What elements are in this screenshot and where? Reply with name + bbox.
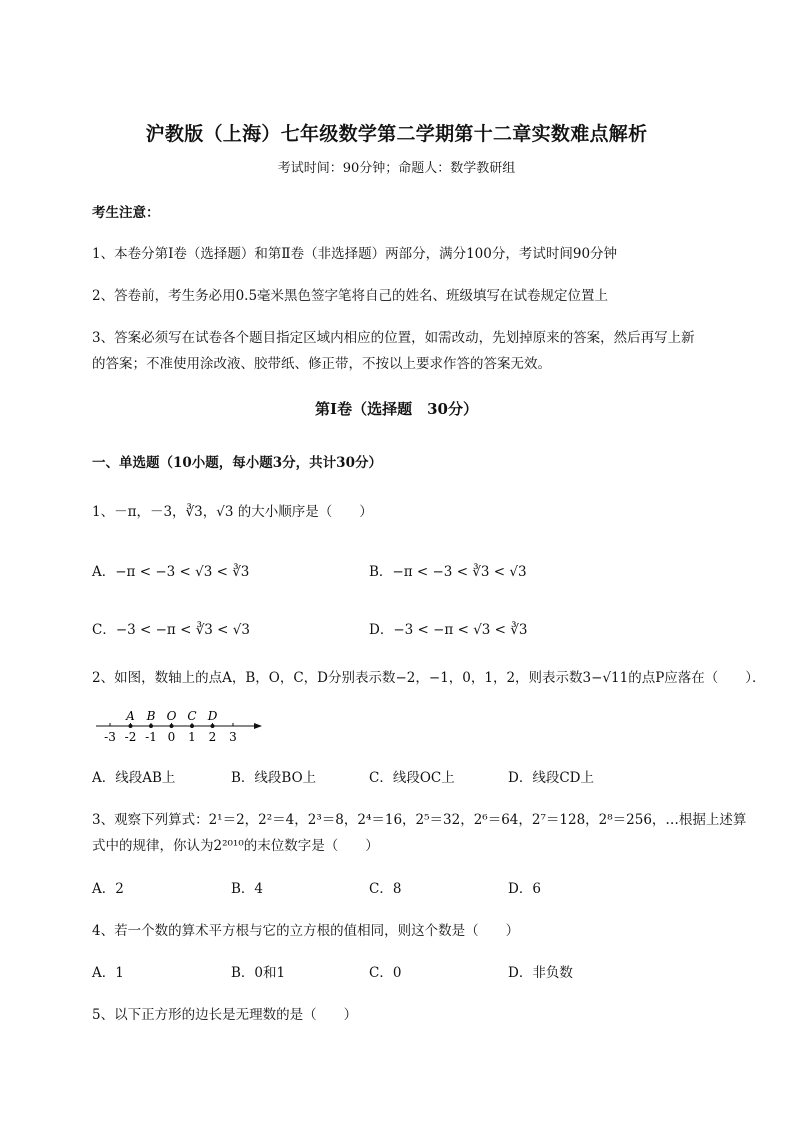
notice-item-2: 2、答卷前，考生务必用0.5毫米黑色签字笔将自己的姓名、班级填写在试卷规定位置上 [92,288,609,304]
exam-info: 考试时间：90分钟；命题人：数学教研组 [277,161,516,176]
number-line-point-label: B [146,709,156,723]
number-line-point-label: A [126,709,135,723]
question-4-option-a[interactable]: A．1 [92,965,124,981]
number-line-tick-label: 2 [208,730,217,744]
question-2-stem: 2、如图，数轴上的点A，B，O，C，D分别表示数−2，−1，0，1，2，则表示数3−√11的点P应落在（ ）． [92,670,766,686]
question-4-stem: 4、若一个数的算术平方根与它的立方根的值相同，则这个数是（ ） [92,923,520,939]
question-1-option-a[interactable]: A．−π < −3 < √3 < ∛3 [92,564,250,580]
question-1-stem: 1、－π，－3，∛3，√3 的大小顺序是（ ） [92,504,373,520]
question-5-stem: 5、以下正方形的边长是无理数的是（ ） [92,1007,358,1023]
number-line-tick-label: 3 [229,730,237,744]
number-line-tick-label: -2 [124,730,137,744]
question-3-option-c[interactable]: C．8 [369,881,402,897]
question-2-option-b[interactable]: B．线段BO上 [231,770,317,786]
question-4-option-d[interactable]: D．非负数 [508,965,573,981]
notice-item-3-cont: 的答案；不准使用涂改液、胶带纸、修正带，不按以上要求作答的答案无效。 [92,356,551,372]
number-line-point-label: D [207,709,218,723]
question-1-option-b[interactable]: B．−π < −3 < ∛3 < √3 [369,564,527,580]
question-2-option-c[interactable]: C．线段OC上 [369,770,455,786]
section-title: 第I卷（选择题 30分） [315,400,478,418]
question-3-stem-cont: 式中的规律，你认为2²⁰¹⁰的末位数字是（ ） [92,838,379,854]
number-line-tick-label: -3 [104,730,116,744]
question-2-option-d[interactable]: D．线段CD上 [508,770,594,786]
page-title: 沪教版（上海）七年级数学第二学期第十二章实数难点解析 [145,123,648,145]
question-3-option-d[interactable]: D．6 [508,881,541,897]
notice-item-3: 3、答案必须写在试卷各个题目指定区域内相应的位置，如需改动，先划掉原来的答案，然后再写上新 [92,330,695,346]
number-line-tick-label: -1 [145,730,157,744]
question-4-option-b[interactable]: B．0和1 [231,965,286,981]
notice-item-1: 1、本卷分第I卷（选择题）和第Ⅱ卷（非选择题）两部分，满分100分，考试时间90分钟 [92,246,618,262]
number-line-tick-label: 1 [188,730,196,744]
question-2-option-a[interactable]: A．线段AB上 [92,770,176,786]
question-3-stem: 3、观察下列算式：2¹＝2，2²＝4，2³＝8，2⁴＝16，2⁵＝32，2⁶＝64，2⁷＝128，2⁸＝256，…根据上述算 [92,812,747,828]
notice-heading: 考生注意： [92,205,160,221]
number-line-point-label: O [166,709,177,723]
number-line-tick-label: 0 [167,730,176,744]
question-4-option-c[interactable]: C．0 [369,965,402,981]
section-subheading: 一、单选题（10小题，每小题3分，共计30分） [92,455,382,471]
number-line-arrow [254,723,262,729]
question-1-option-c[interactable]: C．−3 < −π < ∛3 < √3 [92,622,250,638]
question-3-option-a[interactable]: A．2 [92,881,124,897]
number-line-figure [96,704,276,746]
question-3-option-b[interactable]: B．4 [231,881,264,897]
question-1-option-d[interactable]: D．−3 < −π < √3 < ∛3 [369,622,528,638]
number-line-point-label: C [187,709,197,723]
